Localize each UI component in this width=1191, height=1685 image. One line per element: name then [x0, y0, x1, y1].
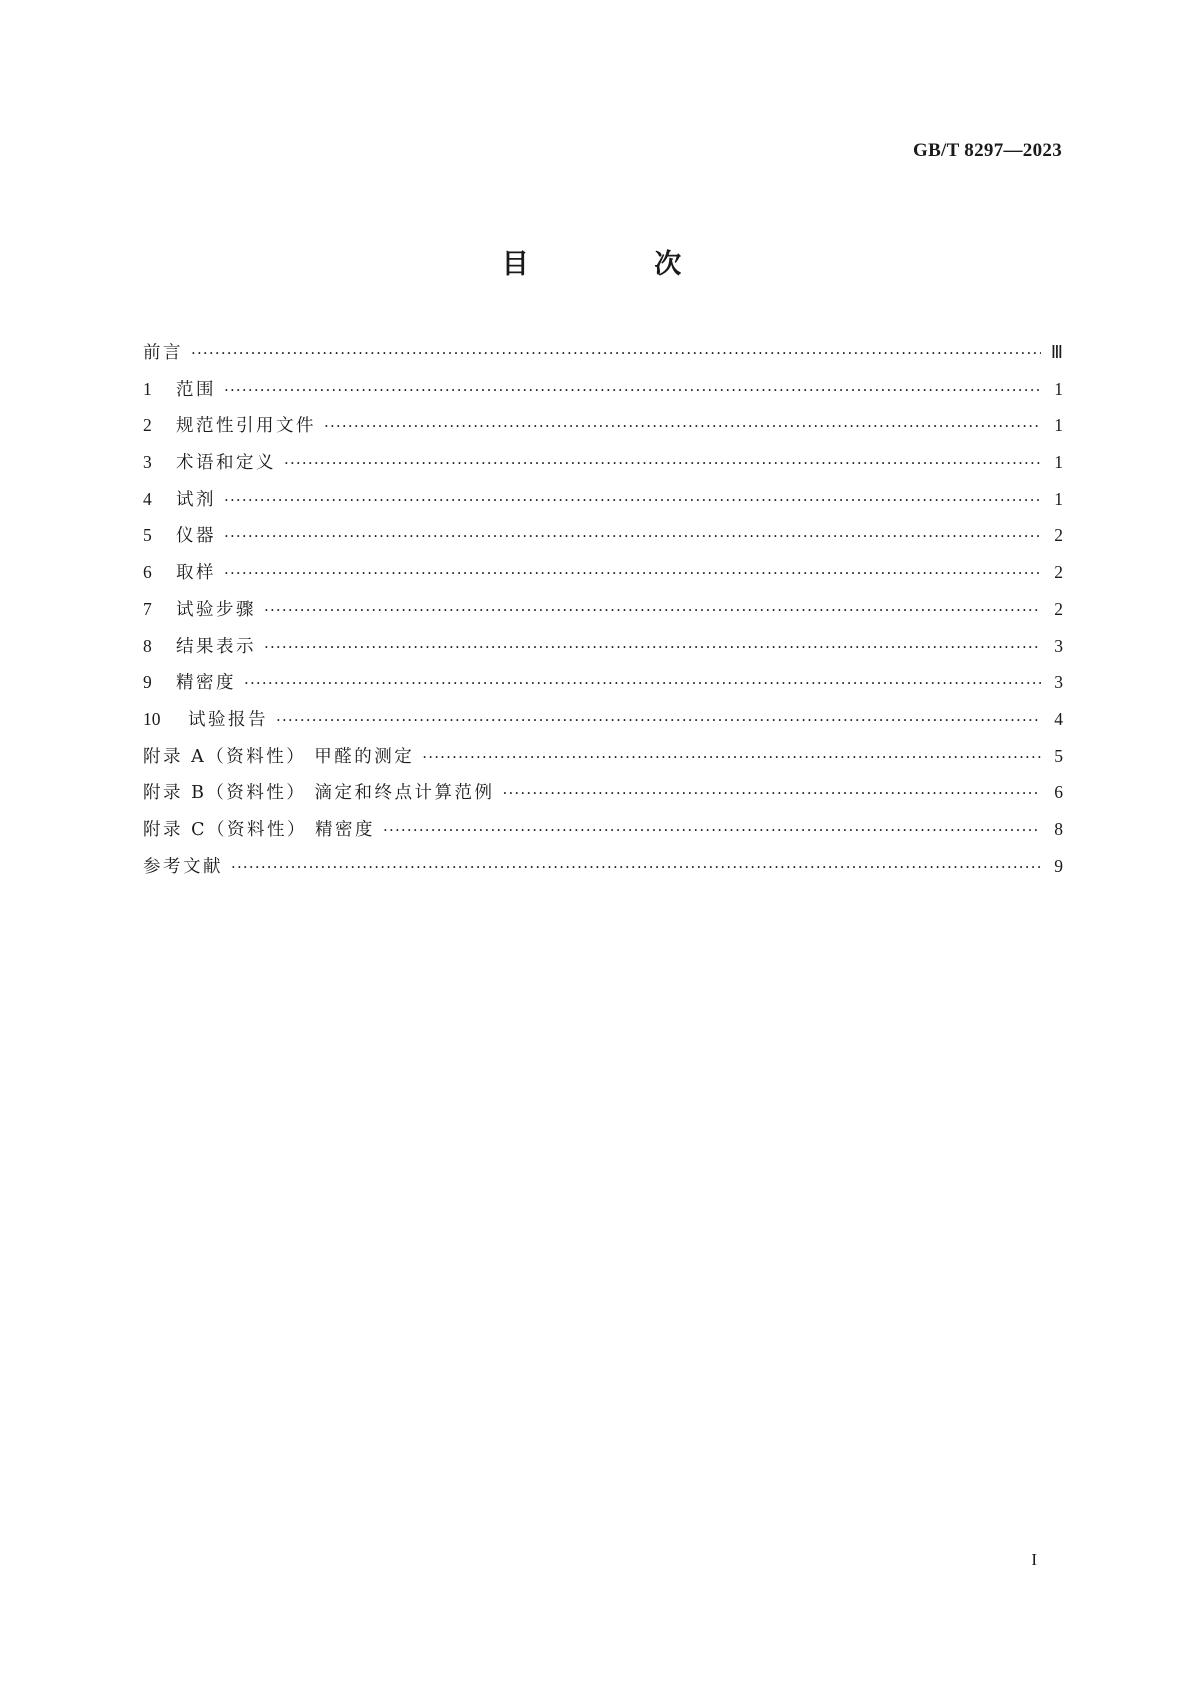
toc-entry-label: 范围 [176, 379, 216, 400]
toc-entry-6[interactable] [143, 559, 1063, 596]
toc-entry-1[interactable] [143, 376, 1063, 413]
toc-entry-2[interactable] [143, 412, 1063, 449]
toc-entry-number: 9 [143, 672, 152, 693]
dot-leader [502, 784, 1041, 802]
toc-entry-7[interactable] [143, 596, 1063, 633]
toc-entry-references[interactable] [143, 853, 1063, 890]
toc-entry-number: 6 [143, 562, 152, 583]
dot-leader [231, 858, 1041, 876]
toc-entry-page: 4 [1054, 708, 1063, 729]
dot-leader [224, 564, 1041, 582]
toc-entry-8[interactable] [143, 633, 1063, 670]
toc-entry-page: 2 [1054, 598, 1063, 619]
toc-entry-page: 3 [1054, 672, 1063, 693]
dot-leader [224, 527, 1041, 545]
toc-entry-5[interactable] [143, 522, 1063, 559]
toc-entry-page: 8 [1054, 818, 1063, 839]
toc-entry-label: 附录 A（资料性） 甲醛的测定 [143, 746, 415, 767]
dot-leader [324, 417, 1041, 435]
toc-entry-label: 试验步骤 [176, 599, 256, 620]
toc-entry-page: 2 [1054, 562, 1063, 583]
toc-entry-label: 术语和定义 [176, 453, 276, 474]
page-title: 目 次 [501, 249, 740, 280]
toc-entry-number: 2 [143, 415, 152, 436]
toc-entry-appendix-b[interactable] [143, 779, 1063, 816]
toc-entry-number: 4 [143, 488, 152, 509]
toc-entry-label: 精密度 [176, 673, 236, 694]
dot-leader [264, 601, 1041, 619]
toc-entry-label: 仪器 [176, 526, 216, 547]
toc-entry-page: Ⅲ [1050, 342, 1063, 362]
toc-entry-label: 附录 C（资料性） 精密度 [143, 819, 376, 840]
toc-entry-number: 5 [143, 525, 152, 546]
toc-entry-label: 前言 [143, 343, 183, 363]
toc-entry-3[interactable] [143, 449, 1063, 486]
toc-entry-label: 参考文献 [143, 856, 223, 877]
toc-entry-foreword[interactable] [143, 339, 1063, 376]
toc-entry-10[interactable] [143, 706, 1063, 743]
toc-entry-number: 3 [143, 452, 152, 473]
toc-entry-page: 9 [1054, 855, 1063, 876]
dot-leader [422, 748, 1041, 766]
toc-entry-label: 试验报告 [188, 709, 268, 730]
dot-leader [284, 454, 1041, 472]
toc-entry-label: 规范性引用文件 [176, 416, 316, 437]
toc-entry-number: 10 [143, 708, 161, 729]
toc-entry-page: 6 [1054, 782, 1063, 803]
dot-leader [244, 674, 1041, 692]
toc-entry-label: 附录 B（资料性） 滴定和终点计算范例 [143, 783, 495, 804]
toc-entry-4[interactable] [143, 486, 1063, 523]
page-number: I [1031, 1550, 1037, 1569]
dot-leader [264, 638, 1041, 656]
toc-entry-page: 1 [1054, 488, 1063, 509]
toc-entry-page: 5 [1054, 745, 1063, 766]
toc-entry-9[interactable] [143, 669, 1063, 706]
toc-entry-page: 3 [1054, 635, 1063, 656]
toc-entry-number: 1 [143, 378, 152, 399]
toc-entry-label: 试剂 [176, 489, 216, 510]
toc-entry-appendix-c[interactable] [143, 816, 1063, 853]
toc-entry-page: 2 [1054, 525, 1063, 546]
standard-code: GB/T 8297—2023 [912, 140, 1062, 161]
toc-entry-label: 结果表示 [176, 636, 256, 657]
dot-leader [224, 381, 1041, 399]
toc-entry-number: 7 [143, 598, 152, 619]
toc-entry-label: 取样 [176, 563, 216, 584]
dot-leader [276, 711, 1041, 729]
toc-entry-page: 1 [1054, 378, 1063, 399]
table-of-contents [143, 339, 1063, 889]
toc-entry-number: 8 [143, 635, 152, 656]
toc-entry-page: 1 [1054, 415, 1063, 436]
toc-entry-appendix-a[interactable] [143, 743, 1063, 780]
dot-leader [191, 344, 1041, 362]
dot-leader [383, 821, 1041, 839]
toc-entry-page: 1 [1054, 452, 1063, 473]
dot-leader [224, 491, 1041, 509]
